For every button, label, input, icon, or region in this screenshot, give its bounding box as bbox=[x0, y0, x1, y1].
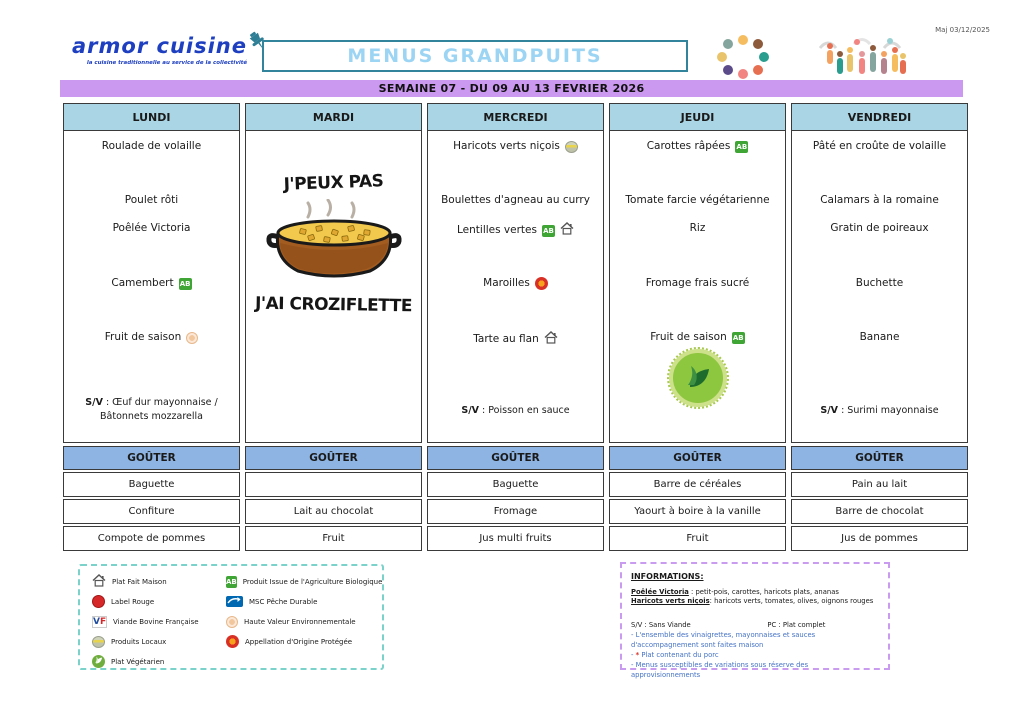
vegetarian-badge-icon bbox=[669, 349, 727, 407]
day-header-mardi bbox=[245, 103, 422, 131]
title-box bbox=[262, 40, 688, 72]
label-rouge-icon bbox=[92, 595, 105, 608]
menu-item bbox=[432, 331, 599, 348]
last-updated-date: Maj 03/12/2025 bbox=[935, 26, 990, 34]
menu-item bbox=[68, 277, 235, 291]
dish-ingredients: : petit-pois, carottes, haricots plats, ananas bbox=[688, 587, 839, 596]
dish-ingredients: : haricots verts, tomates, olives, oignons rouges bbox=[709, 597, 874, 606]
weekly-menu-table bbox=[63, 103, 968, 551]
menu-item-label: Buchette bbox=[855, 277, 904, 289]
menu-item-label: Pâté en croûte de volaille bbox=[812, 140, 947, 152]
menu-cell-vendredi bbox=[791, 131, 968, 443]
day-column-mardi bbox=[245, 103, 422, 551]
day-name: MERCREDI bbox=[483, 110, 548, 124]
menu-item-label: Camembert bbox=[111, 277, 174, 289]
msc-icon bbox=[226, 596, 243, 607]
ab-organic-icon: AB bbox=[732, 333, 744, 342]
sv-note bbox=[432, 404, 599, 418]
fait-maison-icon bbox=[560, 222, 574, 239]
menu-item bbox=[614, 331, 781, 345]
menu-item bbox=[614, 140, 781, 154]
gouter-item: Baguette bbox=[128, 479, 175, 490]
sv-definition: S/V : Sans Viande bbox=[631, 621, 691, 630]
fait-maison-icon bbox=[92, 574, 106, 589]
legend-item bbox=[92, 594, 222, 609]
gouter-row bbox=[63, 526, 240, 551]
menu-item bbox=[432, 140, 599, 154]
gouter-item: Lait au chocolat bbox=[293, 506, 374, 517]
legend-item bbox=[226, 574, 381, 589]
pork-asterisk: * bbox=[635, 650, 640, 659]
info-note: - Menus susceptibles de variations sous réserve des approvisionnements bbox=[631, 660, 809, 679]
gouter-row bbox=[63, 472, 240, 497]
legend-label: Haute Valeur Environnementale bbox=[244, 617, 356, 626]
gouter-row bbox=[791, 472, 968, 497]
day-name: LUNDI bbox=[132, 110, 171, 124]
menu-item bbox=[68, 331, 235, 345]
gouter-item: Jus multi fruits bbox=[479, 533, 552, 544]
legend-label: Label Rouge bbox=[111, 597, 155, 606]
legend-label: Produits Locaux bbox=[111, 637, 167, 646]
gouter-header bbox=[245, 446, 422, 470]
menu-item-label: Calamars à la romaine bbox=[820, 194, 939, 206]
gouter-row bbox=[609, 472, 786, 497]
menu-item bbox=[796, 277, 963, 291]
menu-item bbox=[432, 194, 599, 208]
menu-item-label: Gratin de poireaux bbox=[830, 222, 929, 234]
informations-title: INFORMATIONS: bbox=[631, 572, 704, 581]
hve-icon bbox=[186, 332, 198, 344]
ab-organic-icon: AB bbox=[226, 577, 237, 586]
gouter-row bbox=[791, 499, 968, 524]
informations-box bbox=[620, 562, 890, 679]
sv-text: : Œuf dur mayonnaise / Bâtonnets mozzarella bbox=[100, 397, 218, 422]
gouter-row bbox=[245, 472, 422, 497]
menu-item bbox=[796, 194, 963, 208]
gouter-item: Jus de pommes bbox=[841, 533, 918, 544]
gouter-label: GOÛTER bbox=[127, 452, 176, 464]
sv-label: S/V bbox=[461, 405, 480, 416]
sv-label: S/V bbox=[820, 405, 839, 416]
gouter-item: Fruit bbox=[322, 533, 345, 544]
gouter-item: Fruit bbox=[686, 533, 709, 544]
aop-icon bbox=[535, 277, 548, 290]
menu-item bbox=[432, 277, 599, 291]
vegetarian-icon bbox=[92, 655, 105, 668]
sv-label: S/V bbox=[85, 397, 103, 408]
menu-item-label: Roulade de volaille bbox=[101, 140, 202, 152]
legend-label: MSC Pêche Durable bbox=[249, 597, 318, 606]
gouter-row bbox=[427, 472, 604, 497]
abbreviation-definitions bbox=[631, 621, 879, 631]
menu-item bbox=[796, 222, 963, 236]
menu-item bbox=[796, 140, 963, 154]
fait-maison-icon bbox=[544, 331, 558, 348]
ab-organic-icon: AB bbox=[736, 142, 748, 151]
day-header-mercredi bbox=[427, 103, 604, 131]
gouter-label: GOÛTER bbox=[855, 452, 904, 464]
gouter-header bbox=[427, 446, 604, 470]
dish-name: Haricots verts niçois bbox=[631, 597, 710, 606]
legend-item bbox=[226, 634, 381, 649]
gouter-label: GOÛTER bbox=[673, 452, 722, 464]
legend-item bbox=[92, 574, 222, 589]
sv-note bbox=[796, 404, 963, 418]
pc-definition: PC : Plat complet bbox=[767, 621, 826, 630]
menu-item-label: Boulettes d'agneau au curry bbox=[441, 194, 590, 206]
gouter-label: GOÛTER bbox=[491, 452, 540, 464]
menu-item-label: Haricots verts niçois bbox=[453, 140, 560, 152]
menu-cell-mardi bbox=[245, 131, 422, 443]
day-column-vendredi bbox=[791, 103, 968, 551]
viande-bovine-francaise-icon: VF bbox=[93, 616, 107, 627]
menu-item-label: Riz bbox=[689, 222, 706, 234]
children-circle-illustration bbox=[712, 32, 774, 86]
sticker-bottom-text: J'AI CROZIFLETTE bbox=[254, 293, 413, 317]
menu-item bbox=[68, 140, 235, 154]
gouter-item: Yaourt à boire à la vanille bbox=[634, 506, 761, 517]
day-column-mercredi bbox=[427, 103, 604, 551]
sticker-top-text: J'PEUX PAS bbox=[283, 171, 384, 195]
gouter-row bbox=[63, 499, 240, 524]
gouter-item: Confiture bbox=[128, 506, 175, 517]
gouter-item: Baguette bbox=[492, 479, 539, 490]
menu-item-label: Fromage frais sucré bbox=[645, 277, 750, 289]
gouter-item: Barre de céréales bbox=[653, 479, 742, 490]
info-dish-detail bbox=[631, 597, 879, 607]
menu-item-label: Lentilles vertes bbox=[457, 224, 537, 236]
menu-item-label: Carottes râpées bbox=[646, 140, 731, 152]
menu-item bbox=[432, 222, 599, 239]
menu-item bbox=[796, 331, 963, 345]
armor-cuisine-logo bbox=[72, 34, 262, 66]
gouter-item: Barre de chocolat bbox=[835, 506, 924, 517]
logo-title: armor cuisine bbox=[72, 34, 247, 58]
legend-item bbox=[92, 614, 222, 629]
legend-item bbox=[92, 634, 222, 649]
gouter-header bbox=[791, 446, 968, 470]
menu-item bbox=[614, 277, 781, 291]
info-note: - L'ensemble des vinaigrettes, mayonnaises et sauces d'accompagnement sont faites maison bbox=[631, 631, 816, 649]
day-name: JEUDI bbox=[680, 110, 715, 124]
legend-item bbox=[92, 654, 222, 669]
day-header-vendredi bbox=[791, 103, 968, 131]
croziflette-sticker bbox=[254, 173, 413, 315]
menu-item bbox=[614, 194, 781, 208]
menu-item-label: Tarte au flan bbox=[473, 333, 539, 345]
produits-locaux-icon bbox=[565, 141, 578, 153]
aop-icon bbox=[226, 635, 239, 648]
menu-item-label: Poêlée Victoria bbox=[112, 222, 191, 234]
gouter-row bbox=[245, 499, 422, 524]
legend-item bbox=[226, 594, 381, 609]
day-header-lundi bbox=[63, 103, 240, 131]
menu-cell-jeudi bbox=[609, 131, 786, 443]
menu-item-label: Fruit de saison bbox=[650, 331, 727, 343]
day-name: VENDREDI bbox=[847, 110, 912, 124]
gouter-item: Compote de pommes bbox=[97, 533, 206, 544]
legend-column-2 bbox=[226, 574, 381, 654]
week-banner bbox=[60, 80, 963, 97]
gouter-label: GOÛTER bbox=[309, 452, 358, 464]
produits-locaux-icon bbox=[92, 636, 105, 648]
gouter-row bbox=[245, 526, 422, 551]
menu-item-label: Maroilles bbox=[483, 277, 530, 289]
menu-item-label: Poulet rôti bbox=[124, 194, 179, 206]
gouter-row bbox=[609, 499, 786, 524]
croziflette-pan-illustration bbox=[254, 199, 413, 291]
gouter-header bbox=[609, 446, 786, 470]
sv-text: : Poisson en sauce bbox=[479, 405, 570, 416]
menu-cell-lundi bbox=[63, 131, 240, 443]
week-banner-text: SEMAINE 07 - DU 09 AU 13 FEVRIER 2026 bbox=[378, 82, 645, 95]
menu-cell-mercredi bbox=[427, 131, 604, 443]
legend-label: Plat Fait Maison bbox=[112, 577, 167, 586]
gouter-header bbox=[63, 446, 240, 470]
menu-item-label: Banane bbox=[859, 331, 900, 343]
day-column-lundi bbox=[63, 103, 240, 551]
legend-label: Appellation d'Origine Protégée bbox=[245, 637, 353, 646]
info-dish-detail bbox=[631, 588, 879, 598]
hve-icon bbox=[226, 616, 238, 628]
ab-organic-icon: AB bbox=[179, 279, 191, 288]
gouter-row bbox=[609, 526, 786, 551]
menu-item bbox=[614, 222, 781, 236]
legend-label: Plat Végétarien bbox=[111, 657, 165, 666]
legend-label: Viande Bovine Française bbox=[113, 617, 199, 626]
legend-box bbox=[78, 564, 384, 670]
legend-label: Produit Issue de l'Agriculture Biologique bbox=[242, 577, 383, 586]
menu-item bbox=[68, 222, 235, 236]
ab-organic-icon: AB bbox=[543, 226, 554, 235]
gouter-row bbox=[427, 526, 604, 551]
menu-item bbox=[68, 194, 235, 208]
gouter-item: Pain au lait bbox=[851, 479, 908, 490]
dish-name: Poêlée Victoria bbox=[631, 587, 689, 596]
day-name: MARDI bbox=[312, 110, 355, 124]
legend-column-1 bbox=[92, 574, 222, 674]
sv-text: : Surimi mayonnaise bbox=[838, 405, 939, 416]
logo-tagline: la cuisine traditionnelle au service de la collectivité bbox=[86, 60, 248, 66]
info-note-pork: - * Plat contenant du porc bbox=[631, 650, 719, 659]
day-column-jeudi bbox=[609, 103, 786, 551]
gouter-row bbox=[791, 526, 968, 551]
gouter-row bbox=[427, 499, 604, 524]
gouter-item: Fromage bbox=[493, 506, 538, 517]
children-group-illustration bbox=[816, 34, 908, 84]
legend-item bbox=[226, 614, 381, 629]
page-title: MENUS GRANDPUITS bbox=[347, 45, 603, 67]
menu-item-label: Tomate farcie végétarienne bbox=[625, 194, 770, 206]
day-header-jeudi bbox=[609, 103, 786, 131]
menu-item-label: Fruit de saison bbox=[104, 331, 182, 343]
sv-note bbox=[68, 396, 235, 424]
